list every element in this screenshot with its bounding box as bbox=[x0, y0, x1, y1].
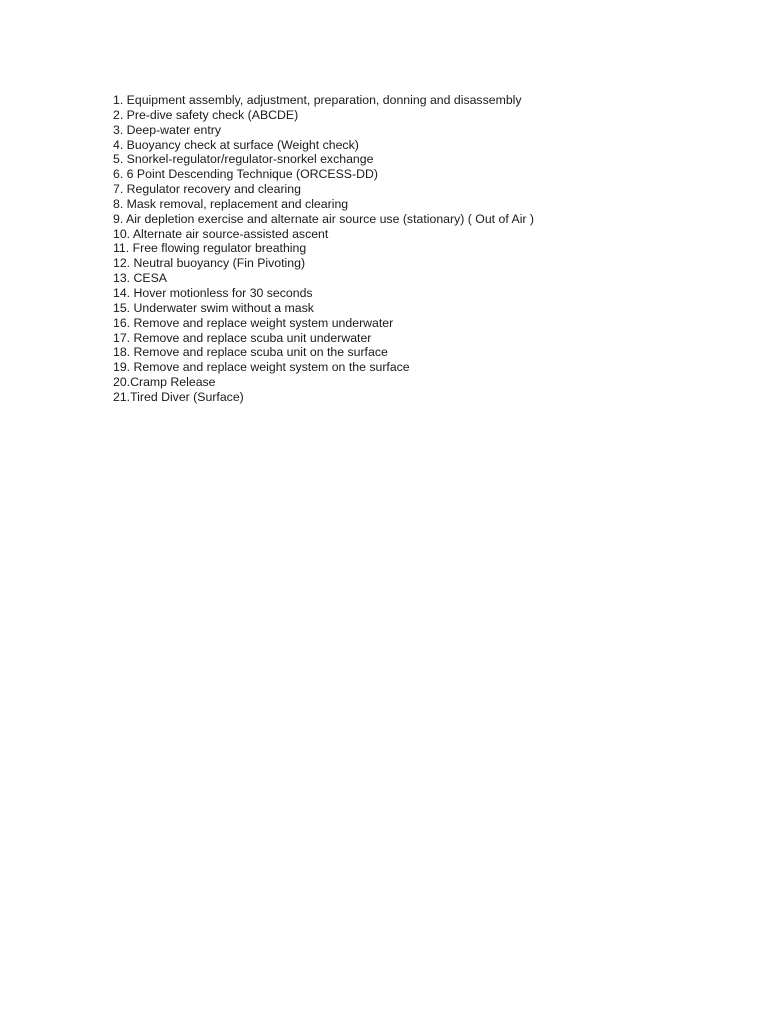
list-item: 6. 6 Point Descending Technique (ORCESS-DD) bbox=[113, 167, 378, 182]
list-item: 3. Deep-water entry bbox=[113, 122, 221, 137]
list-item: 7. Regulator recovery and clearing bbox=[113, 182, 301, 197]
list-item: 9. Air depletion exercise and alternate air source use (stationary) ( Out of Air ) bbox=[113, 211, 535, 226]
list-item: 5. Snorkel-regulator/regulator-snorkel exchange bbox=[113, 152, 374, 167]
list-item: 18. Remove and replace scuba unit on the surface bbox=[113, 345, 388, 360]
list-item: 13. CESA bbox=[113, 271, 167, 286]
list-item: 10. Alternate air source-assisted ascent bbox=[113, 226, 329, 241]
list-item: 21.Tired Diver (Surface) bbox=[113, 389, 244, 404]
list-item: 14. Hover motionless for 30 seconds bbox=[113, 285, 313, 300]
list-item: 17. Remove and replace scuba unit underwater bbox=[113, 330, 372, 345]
list-item: 16. Remove and replace weight system underwater bbox=[113, 315, 394, 330]
skills-list bbox=[113, 93, 534, 405]
list-item: 19. Remove and replace weight system on the surface bbox=[113, 360, 410, 375]
list-item: 8. Mask removal, replacement and clearing bbox=[113, 196, 349, 211]
list-item: 12. Neutral buoyancy (Fin Pivoting) bbox=[113, 256, 306, 271]
list-item: 1. Equipment assembly, adjustment, preparation, donning and disassembly bbox=[113, 93, 522, 107]
list-item: 4. Buoyancy check at surface (Weight check) bbox=[113, 137, 359, 152]
list-item: 20.Cramp Release bbox=[113, 375, 216, 390]
list-item: 15. Underwater swim without a mask bbox=[113, 300, 314, 315]
list-item: 2. Pre-dive safety check (ABCDE) bbox=[113, 107, 299, 122]
list-item: 11. Free flowing regulator breathing bbox=[113, 241, 307, 256]
